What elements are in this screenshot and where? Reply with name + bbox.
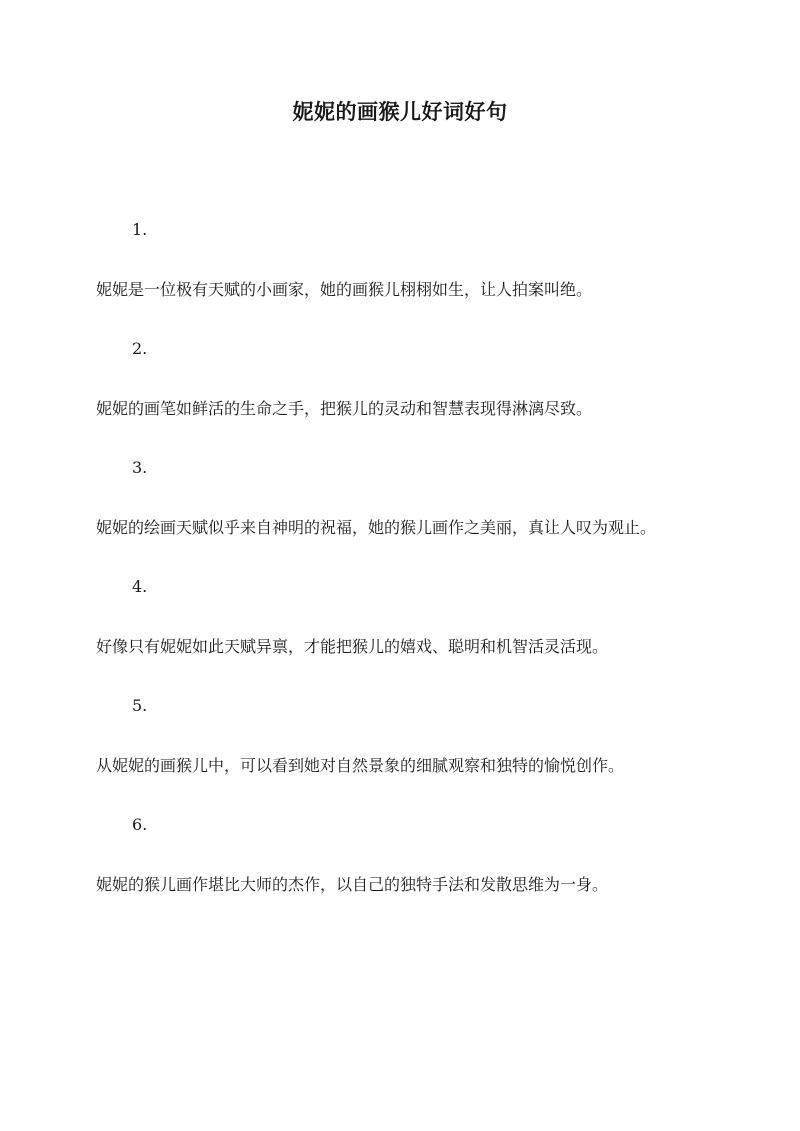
item-text: 妮妮是一位极有天赋的小画家，她的画猴儿栩栩如生，让人拍案叫绝。	[96, 280, 593, 299]
item-text: 妮妮的画笔如鲜活的生命之手，把猴儿的灵动和智慧表现得淋漓尽致。	[96, 399, 593, 418]
document-body	[96, 216, 708, 911]
list-item	[96, 216, 708, 316]
item-number: 3.	[132, 458, 148, 477]
item-number: 2.	[132, 339, 148, 358]
page-title: 妮妮的画猴儿好词好句	[292, 99, 508, 124]
item-number: 1.	[132, 220, 148, 239]
item-text: 妮妮的绘画天赋似乎来自神明的祝福，她的猴儿画作之美丽，真让人叹为观止。	[96, 518, 657, 537]
item-text: 妮妮的猴儿画作堪比大师的杰作，以自己的独特手法和发散思维为一身。	[96, 875, 609, 894]
item-number: 5.	[132, 696, 148, 715]
item-number: 4.	[132, 577, 148, 596]
item-text: 好像只有妮妮如此天赋异禀，才能把猴儿的嬉戏、聪明和机智活灵活现。	[96, 637, 609, 656]
list-item	[96, 573, 708, 673]
list-item	[96, 335, 708, 435]
item-number: 6.	[132, 815, 148, 834]
list-item	[96, 454, 708, 554]
item-text: 从妮妮的画猴儿中，可以看到她对自然景象的细腻观察和独特的愉悦创作。	[96, 756, 625, 775]
list-item	[96, 692, 708, 792]
list-item	[96, 811, 708, 911]
